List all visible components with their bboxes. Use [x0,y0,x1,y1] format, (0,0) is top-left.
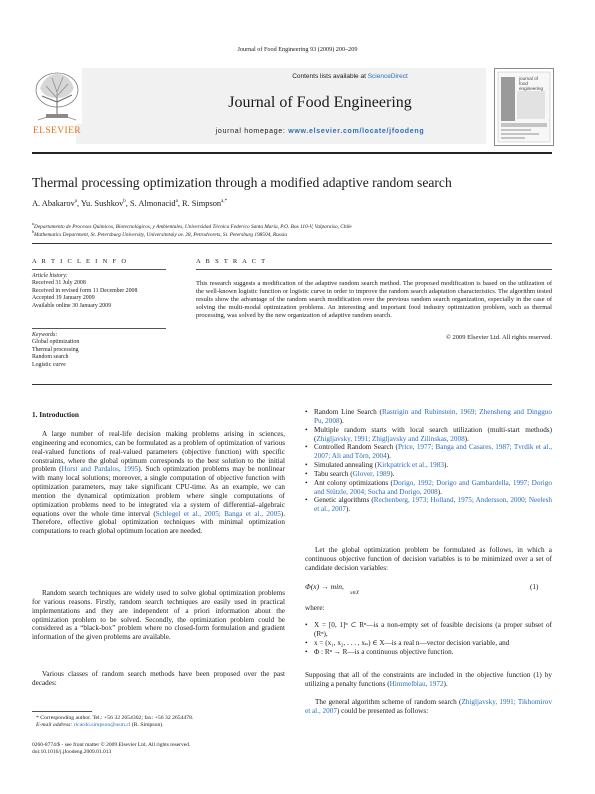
keyword-item: Logistic curve [32,361,66,368]
author-affiliation-mark: b [123,199,126,205]
problem-intro: Let the global optimization problem be formulated as follows, in which a continuous objective function of decision variables is to be minimized over a set of candidate decision variables: [305,546,552,572]
affiliation-text: Departamento de Procesos Químicos, Biotecnológicos, y Ambientales, Universidad Técnica Federico Santa María, P.O. Box 110-V, Valparaíso, Chile [34,223,352,230]
text-run: Simulated annealing ( [314,461,378,470]
author-affiliation-mark: a,* [221,199,228,205]
article-title: Thermal processing optimization through a modified adaptive random search [32,175,452,190]
keywords-rule [32,328,166,329]
cover-title-line1: journal of [519,76,538,81]
text-run: Multiple random starts with local search utilization (multi-start methods) ( [314,425,552,443]
text-run: ). Such optimization problems may be nonlinear with many local solutions; moreover, a single computation of objective function with optimization parameters, may take significant CPU-time. As an example, we can mention the dynamical optimization problem where single computations of optimization problems need to be integrated via a system of differential–algebraic equations over the whole time interval ( [32,465,285,518]
text-run: Supposing that all of the constraints are included in the objective function (1) by utilizing a penalty functions ( [305,671,552,688]
where-label: where: [305,604,325,612]
copyright-notice: © 2009 Elsevier Ltd. All rights reserved. [445,334,552,341]
contents-prefix: Contents lists available at [292,73,368,80]
text-run: Tabu search ( [314,469,353,478]
equation-1 [305,582,359,596]
text-run: ). [386,452,391,461]
list-item [305,496,552,514]
author-name: A. Abakarov [32,199,75,208]
email-label: E-mail address: [36,722,74,729]
keyword-item: Random search [32,354,69,361]
list-item [305,408,552,426]
article-info-heading: A R T I C L E I N F O [32,258,128,265]
author-list: A. Abakarov$^a$, Yu. Sushkov$^b$, S. Almonacid$^a$, R. Simpson$^{a,*}$ [32,199,228,208]
citation-link[interactable]: Kirkpatrick et al., 1983 [377,461,444,470]
text-run: ) could be presented as follows: [336,706,429,715]
issn-line: 0260-8774/$ - see front matter © 2009 Elsevier Ltd. All rights reserved. [32,742,191,748]
text-run: Controlled Random Search ( [314,443,398,452]
text-run: ). [437,487,442,496]
affiliation-label: b [32,229,34,234]
homepage-link[interactable]: www.elsevier.com/locate/jfoodeng [288,128,425,135]
text-run: ). [339,416,344,425]
citation-link[interactable]: Rastrigin and Rubinstein, 1969; Zhensheng and Dingguo Pu, 2008 [314,408,552,425]
email-suffix: (R. Simpson). [130,722,164,729]
text-run: ). [464,434,469,443]
header-rule [32,152,552,154]
citation-link[interactable]: Glover, 1989 [352,469,391,478]
footnote-rule [32,711,92,712]
equation-number: (1) [530,583,539,591]
citation-link[interactable]: Dorigo, 1992; Dorigo and Gambardella, 1997; Dorigo and Stützle, 2004; Socha and Dorigo, 2008 [314,478,552,496]
keyword-item: Thermal processing [32,346,79,353]
text-run: ). Therefore, effective global optimization techniques with minimal optimization computations to reach global optimum location are needed. [32,509,285,536]
text-run: ). [443,679,448,688]
keyword-item: Global optimization [32,339,80,346]
citation-link[interactable]: Schlegel et al., 2005; Banga et al., 2005 [155,509,281,518]
section-heading: 1. Introduction [32,410,79,419]
affiliation-rule [32,243,552,244]
author-affiliation-mark: a [74,199,78,205]
abstract-text: This research suggests a modification of the adaptive random search method. The proposed modification is based on the utilization of the well-known logistic function or logistic curve in order to improve the random search adaptation characteristics. The algorithm tested results show the advantage of the random search modification over the previous random search organization, especially in the case of solving the multi-modal optimization problems. An interesting and important food industry optimization problem, such as thermal processing, was solved by the new organization of adaptive random search. [196,280,552,320]
list-item: • X = [0, 1]ⁿ ⊂ Rⁿ—is a non-empty set of feasible decisions (a proper subset of (Rⁿ), [305,621,552,639]
list-item [305,470,552,479]
text-run: Random Line Search ( [314,408,382,416]
corresponding-author-note [36,715,193,730]
text-run: Genetic algorithms ( [314,496,374,505]
intro-paragraph-3: Various classes of random search methods have been proposed over the past decades: [32,670,285,687]
contents-available [220,73,480,80]
text-run: ). [345,505,351,514]
journal-reference: Journal of Food Engineering 93 (2009) 200–209 [237,46,358,53]
keywords-block [32,332,79,369]
publisher-name: ELSEVIER [32,126,82,136]
citation-link[interactable]: Himmelblau, 1972 [389,679,444,688]
author-name: Yu. Sushkov [80,199,124,208]
front-matter-footer [32,742,190,756]
article-history [32,273,137,310]
journal-homepage [150,128,490,135]
list-item [305,443,552,461]
list-item: • x = (x₁, x₂, . . . , xₙ) ∈ X—is a real n—vector decision variable, and [305,639,552,648]
journal-cover-thumbnail [494,68,554,146]
intro-paragraph-1 [32,430,285,536]
affiliation-b [32,229,287,238]
history-accepted: Accepted 19 January 2009 [32,295,95,302]
affiliation-text: Mathematics Department, St. Petersburg University, Universitetsky av. 28, Petrodvorets, St. Petersburg 198504, Russia [34,231,288,238]
text-run: ). [390,469,395,478]
abstract-heading: A B S T R A C T [196,258,267,265]
abstract-rule [196,269,552,270]
general-algorithm-paragraph [305,698,552,716]
affiliation-label: a [32,221,34,226]
author-affiliation-mark: a [175,199,178,205]
history-online: Available online 30 January 2009 [32,302,112,309]
author-name: S. Almonacid [129,199,176,208]
text-run: The general algorithm scheme of random search ( [315,698,462,706]
list-item [305,426,552,444]
history-received: Received 31 July 2008 [32,280,86,287]
list-item: • Φ : Rⁿ → R—is a continuous objective function. [305,648,552,657]
text-run: ). [443,461,449,470]
equation-subscript: x∈X [350,591,359,596]
list-item [305,479,552,497]
citation-link[interactable]: Zhigljavsky, 1991; Tikhomirov et al., 2007 [305,698,552,715]
abstract-bottom-rule [32,384,552,385]
citation-link[interactable]: Horst and Pardalos, 1995 [61,465,139,474]
text-run: A large number of real-life decision making problems arising in sciences, engineering and economics, can be formulated as a problem of optimization of various real-valued functions of real-valued parameters (objective function) with specific constraints, where the global optimum corresponds to the best solution to the initial problem ( [32,430,285,474]
journal-title: Journal of Food Engineering [228,94,412,111]
intro-paragraph-2: Random search techniques are widely used to solve global optimization problems for various reasons. Firstly, random search techniques are easily used in practical implementations and they are independent of a priori information about the optimization problem to be solved. Secondly, the optimization problem could be considered as a “black-box” problem where no closed-form formulation and gradient information of the given problems are available. [32,589,285,642]
citation-link[interactable]: Zhigljavsky, 1991; Zhigljavsky and Zilinskas, 2008 [316,434,465,443]
equation-body: Φ(x) → min, [305,582,344,591]
citation-link[interactable]: Price, 1977; Banga and Casares, 1987; Tvrdik et al., 2007; Ali and Törn, 2004 [314,443,552,461]
suppose-paragraph [305,671,552,689]
article-info-rule [32,269,166,270]
email-link[interactable]: ricardo.simpson@usm.cl [73,722,131,729]
sciencedirect-link[interactable]: ScienceDirect [367,73,408,80]
corresponding-author: * Corresponding author. Tel.: +56 32 2654302; fax: +56 32 2654478. [36,715,194,721]
list-item [305,461,552,470]
author-name: R. Simpson [182,199,222,208]
definition-list [305,621,552,656]
homepage-prefix: journal homepage: [215,128,289,135]
doi-line: doi:10.1016/j.jfoodeng.2009.01.013 [32,749,112,755]
text-run: Ant colony optimizations ( [314,478,393,487]
history-label: Article history: [32,273,68,279]
method-list [305,408,552,514]
citation-link[interactable]: Rechenberg, 1973; Holland, 1975; Andersson, 2000; Neelesh et al., 2007 [314,496,552,514]
history-revised: Received in revised form 11 December 2008 [32,287,138,294]
cover-title-line2: food engineering [519,81,544,91]
keywords-label: Keywords: [32,332,58,338]
